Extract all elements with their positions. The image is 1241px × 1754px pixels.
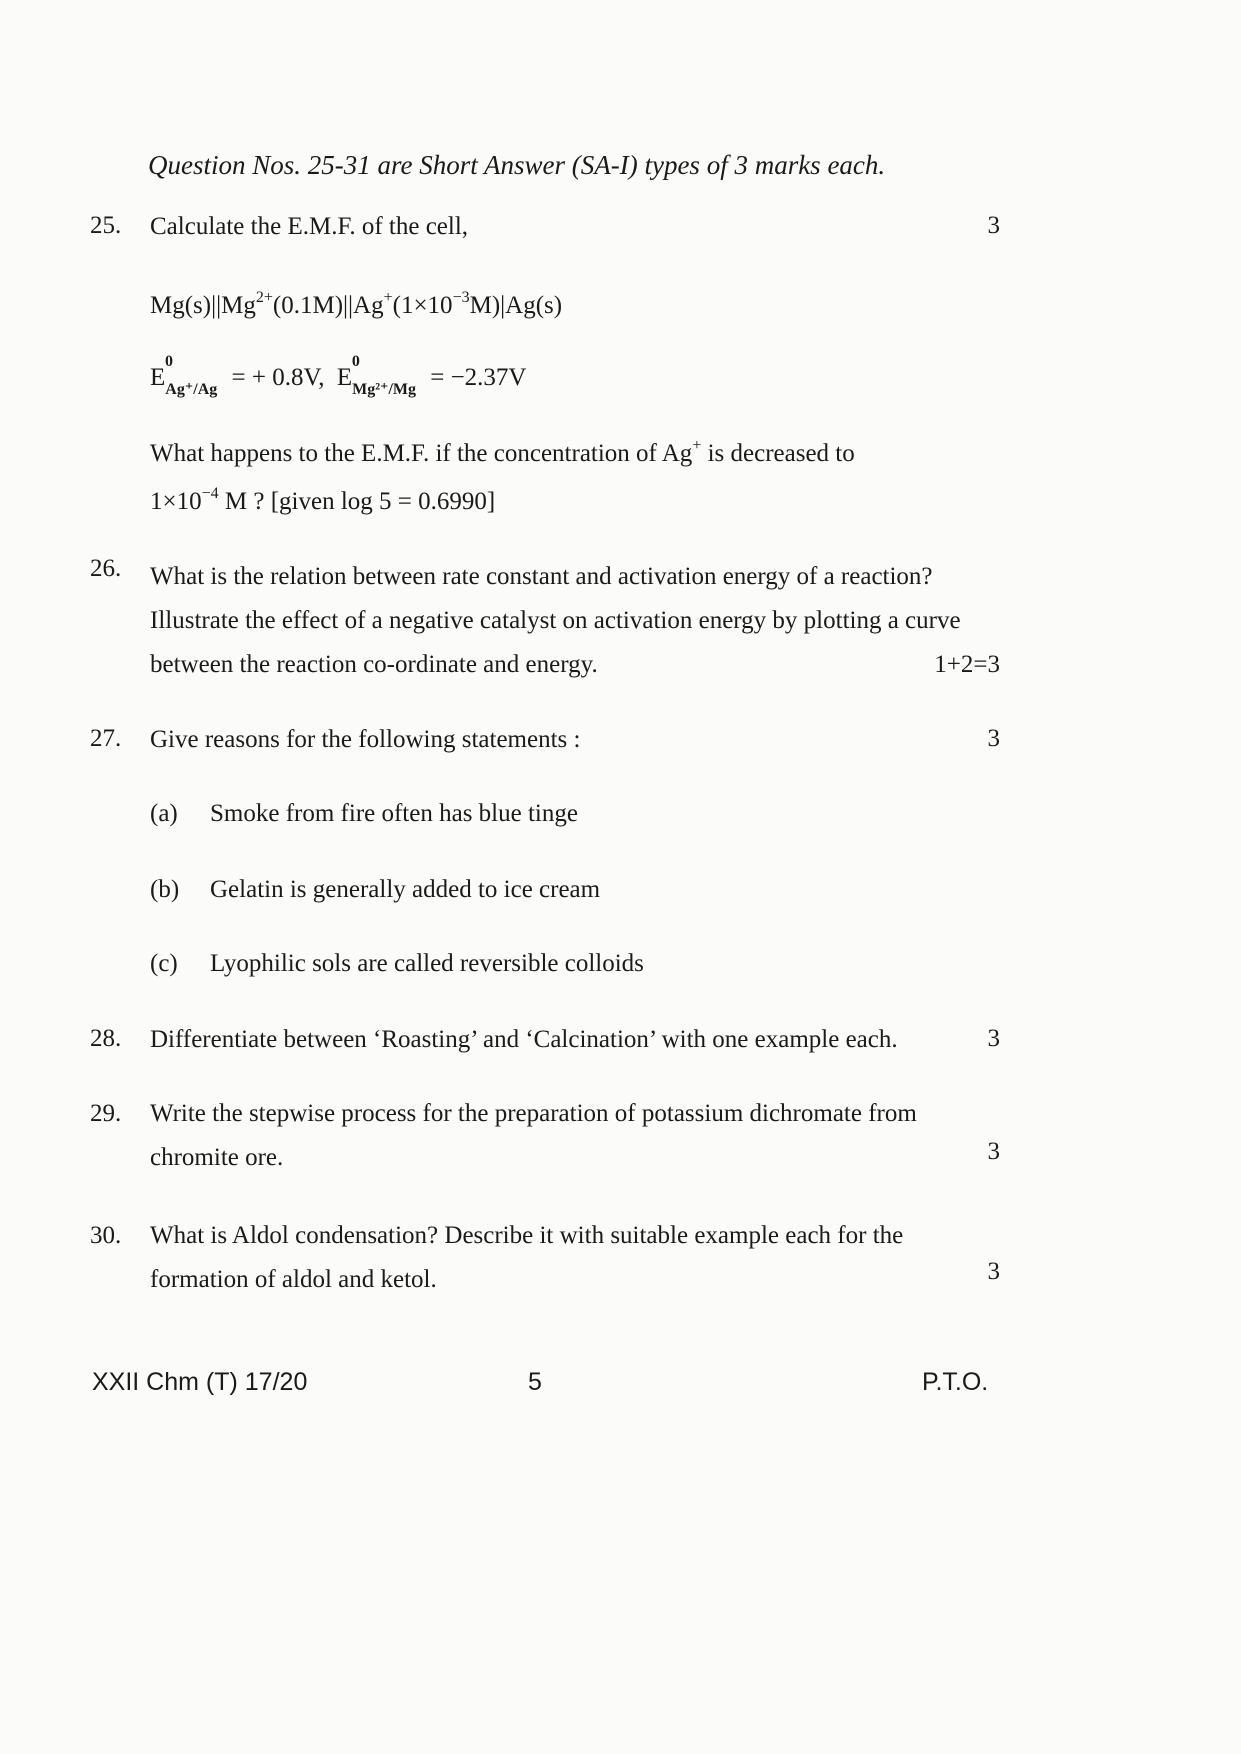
question-text-line: What is Aldol condensation? Describe it with suitable example each for the	[150, 1222, 904, 1249]
paper-code: XXII Chm (T) 17/20	[92, 1368, 308, 1396]
question-28	[90, 1025, 1000, 1065]
question-marks: 3	[987, 1258, 1000, 1285]
question-number: 27.	[90, 725, 122, 752]
section-instruction: Question Nos. 25-31 are Short Answer (SA-I) types of 3 marks each.	[148, 150, 886, 180]
q27-part-b: (b) Gelatin is generally added to ice cream	[150, 876, 601, 903]
question-text: Differentiate between ‘Roasting’ and ‘Calcination’ with one example each.	[150, 1026, 898, 1053]
question-25	[90, 212, 1000, 252]
question-27	[90, 725, 1000, 765]
question-text: Give reasons for the following statements :	[150, 726, 581, 753]
question-marks: 3	[987, 1138, 1000, 1165]
question-number: 25.	[90, 212, 122, 239]
q27-part-a: (a) Smoke from fire often has blue tinge	[150, 800, 578, 827]
question-26	[90, 555, 1000, 695]
q27-part-c: (c) Lyophilic sols are called reversible colloids	[150, 950, 644, 977]
question-marks: 3	[987, 725, 1000, 752]
pto-label: P.T.O.	[922, 1368, 989, 1396]
question-marks: 3	[987, 1025, 1000, 1052]
question-marks: 3	[987, 212, 1000, 239]
standard-potential-symbol: E 0	[150, 353, 173, 391]
question-number: 30.	[90, 1222, 122, 1249]
question-text-line: chromite ore.	[150, 1144, 284, 1171]
standard-potential-symbol: E 0	[336, 353, 360, 391]
question-number: 29.	[90, 1100, 122, 1127]
question-marks: 1+2=3	[934, 651, 1000, 678]
question-text-line: Illustrate the effect of a negative catalyst on activation energy by plotting a curve	[150, 607, 961, 634]
page-number: 5	[528, 1368, 542, 1396]
electrode-potentials: E 0 $_{Ag^+/Ag}$ = + 0.8V, E 0 $_{Mg^{2+}/Mg}$ = −2.37V	[150, 353, 527, 398]
question-number: 28.	[90, 1025, 122, 1052]
question-number: 26.	[90, 555, 122, 582]
q25-followup-line2: $1\times 10^{-4}$ M ? [given log 5 = 0.6990]	[150, 485, 496, 515]
question-text-line: What is the relation between rate constant and activation energy of a reaction?	[150, 563, 933, 590]
cell-notation: $Mg(s)||Mg^{2+}(0.1M)||Ag^+(1\times 10^{-3}M)|Ag(s)$	[150, 289, 563, 319]
question-text-line: formation of aldol and ketol.	[150, 1266, 437, 1293]
question-30	[90, 1222, 1000, 1312]
question-text-line: between the reaction co-ordinate and energy.	[150, 651, 598, 678]
q25-followup-line1: What happens to the E.M.F. if the concentration of Ag+ is decreased to	[150, 437, 855, 467]
question-text: Calculate the E.M.F. of the cell,	[150, 213, 469, 240]
question-29	[90, 1100, 1000, 1190]
question-text-line: Write the stepwise process for the preparation of potassium dichromate from	[150, 1100, 917, 1127]
